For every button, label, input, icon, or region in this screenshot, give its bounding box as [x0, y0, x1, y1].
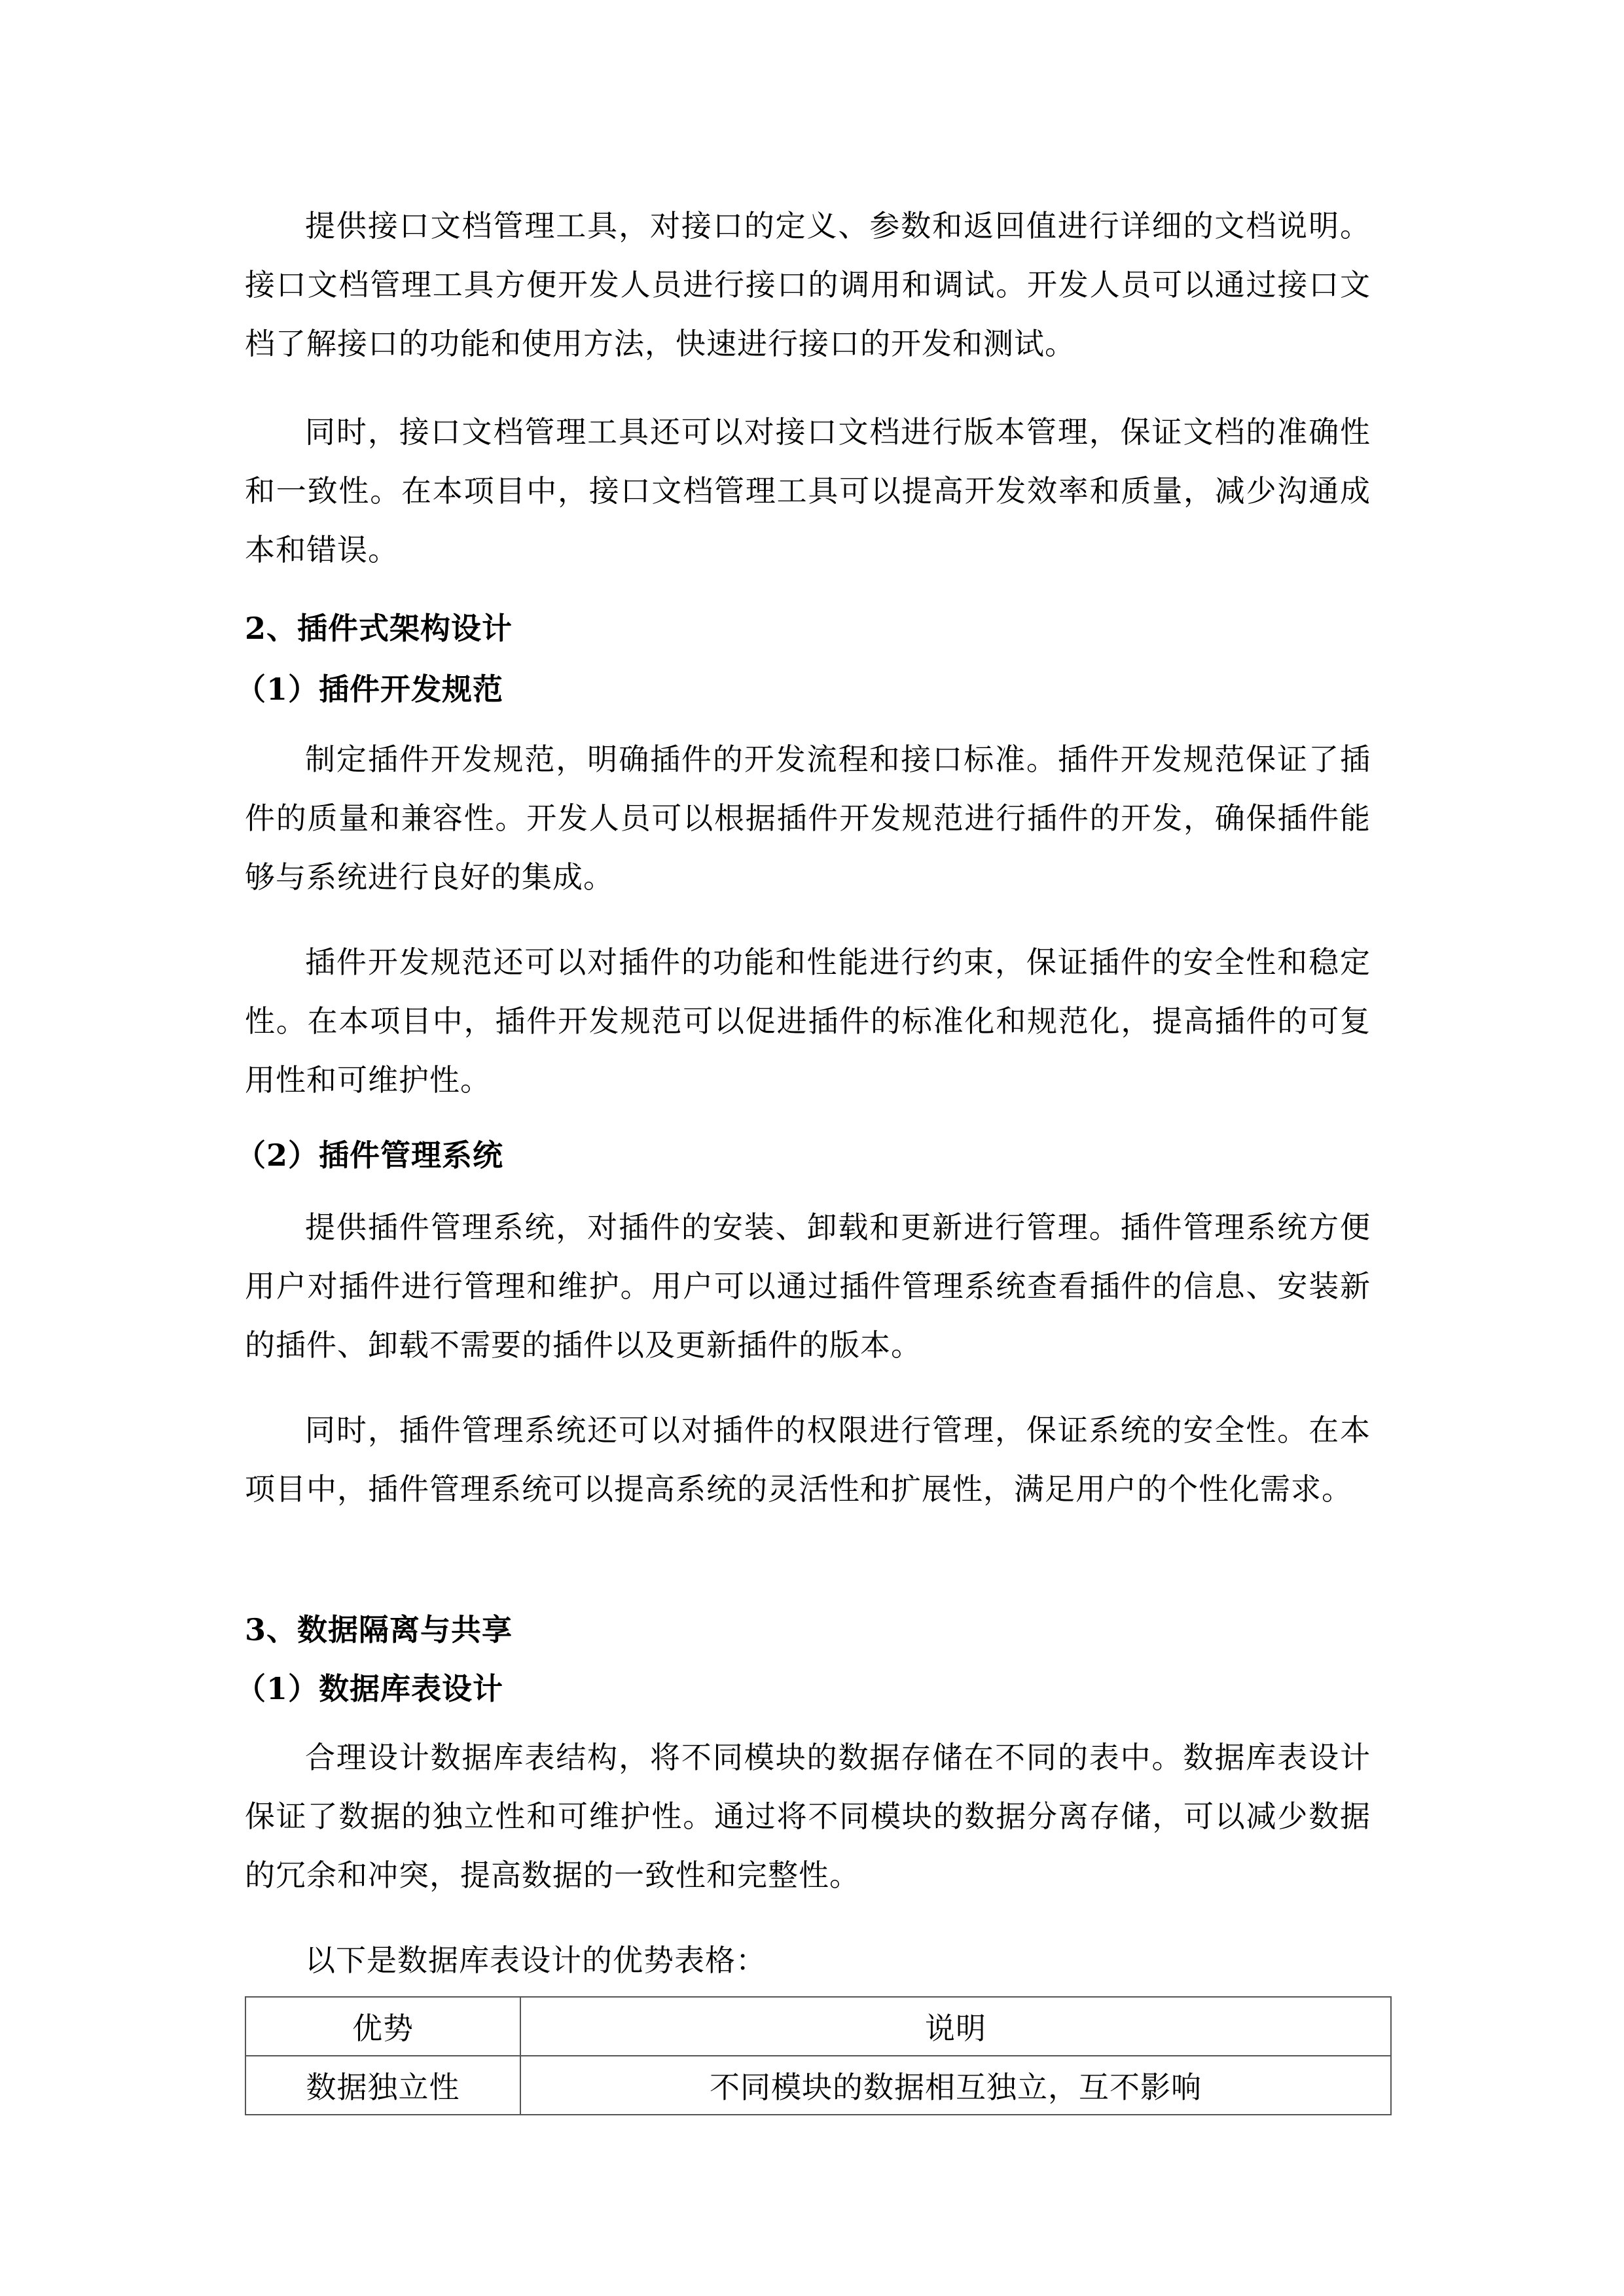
table-header-advantage: 优势 [245, 1997, 520, 2056]
table-cell-description: 不同模块的数据相互独立，互不影响 [520, 2056, 1391, 2115]
subsection-heading-db-table-design: （1）数据库表设计 [236, 1671, 504, 1706]
paragraph-interface-doc-version: 同时，接口文档管理工具还可以对接口文档进行版本管理，保证文档的准确性和一致性。在本项目中，接口文档管理工具可以提高开发效率和质量，减少沟通成本和错误。 [245, 414, 1371, 567]
table-header-description: 说明 [520, 1997, 1391, 2056]
paragraph-plugin-spec-1: 制定插件开发规范，明确插件的开发流程和接口标准。插件开发规范保证了插件的质量和兼容性。开发人员可以根据插件开发规范进行插件的开发，确保插件能够与系统进行良好的集成。 [245, 742, 1371, 895]
paragraph-db-table-design: 合理设计数据库表结构，将不同模块的数据存储在不同的表中。数据库表设计保证了数据的独立性和可维护性。通过将不同模块的数据分离存储，可以减少数据的冗余和冲突，提高数据的一致性和完整性。 [245, 1740, 1371, 1893]
advantages-table [245, 1996, 1392, 2115]
table-row [245, 2056, 1391, 2115]
paragraph-plugin-spec-2: 插件开发规范还可以对插件的功能和性能进行约束，保证插件的安全性和稳定性。在本项目中，插件开发规范可以促进插件的标准化和规范化，提高插件的可复用性和可维护性。 [245, 944, 1371, 1098]
paragraph-plugin-management-1: 提供插件管理系统，对插件的安装、卸载和更新进行管理。插件管理系统方便用户对插件进行管理和维护。用户可以通过插件管理系统查看插件的信息、安装新的插件、卸载不需要的插件以及更新插件的版本。 [245, 1210, 1371, 1363]
subsection-heading-plugin-spec: （1）插件开发规范 [236, 672, 504, 707]
subsection-heading-plugin-management: （2）插件管理系统 [236, 1138, 504, 1173]
section-heading-plugin-architecture: 2、插件式架构设计 [245, 611, 513, 646]
table-cell-advantage: 数据独立性 [245, 2056, 520, 2115]
paragraph-interface-doc-tool: 提供接口文档管理工具，对接口的定义、参数和返回值进行详细的文档说明。接口文档管理工具方便开发人员进行接口的调用和调试。开发人员可以通过接口文档了解接口的功能和使用方法，快速进行接口的开发和测试。 [245, 208, 1371, 361]
paragraph-plugin-management-2: 同时，插件管理系统还可以对插件的权限进行管理，保证系统的安全性。在本项目中，插件管理系统可以提高系统的灵活性和扩展性，满足用户的个性化需求。 [245, 1412, 1371, 1507]
table-header-row [245, 1997, 1391, 2056]
section-heading-data-isolation: 3、数据隔离与共享 [245, 1612, 513, 1647]
paragraph-table-intro: 以下是数据库表设计的优势表格： [305, 1943, 767, 1978]
